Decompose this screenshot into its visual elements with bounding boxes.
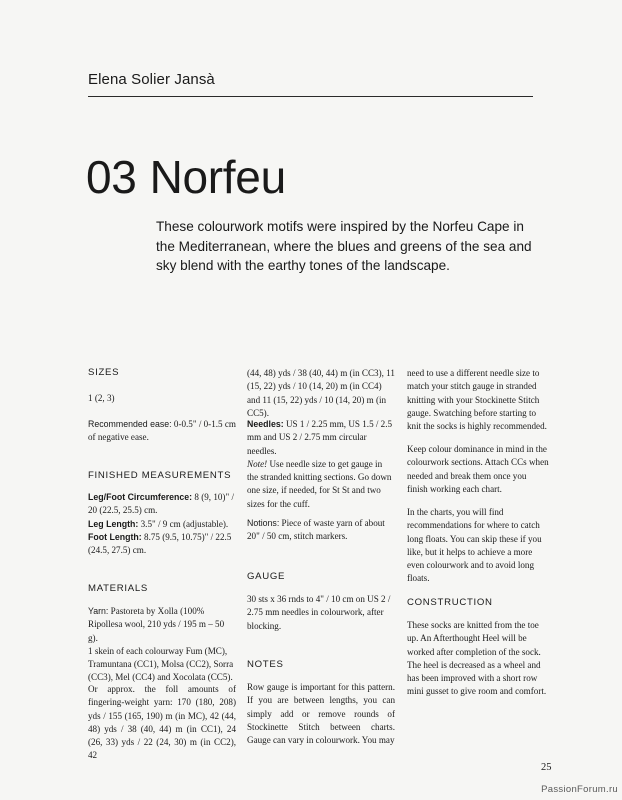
author-name: Elena Solier Jansà: [88, 71, 215, 88]
notes-para-1: Row gauge is important for this pattern. If you are between lengths, you can simply add or remove rounds of Stockinette Stitch between charts. Gauge can vary in colourwork. You may: [247, 682, 395, 745]
page-title: [86, 150, 286, 204]
needles-label: Needles:: [247, 419, 284, 429]
construction-text: These socks are knitted from the toe up. An Afterthought Heel will be worked after completion of the sock. The heel is decreased as a wheel and has been improved with a short row mini gusset to give room and comfort.: [407, 620, 547, 697]
gauge-text: 30 sts x 36 rnds to 4" / 10 cm on US 2 / 2.75 mm needles in colourwork, after blocking.: [247, 594, 391, 631]
needles-text: US 1 / 2.25 mm, US 1.5 / 2.5 mm and US 2 / 2.75 mm circular needles.: [247, 419, 393, 456]
notes-para-1-cont: need to use a different needle size to match your stitch gauge in stranded knitting with your Stockinette Stitch gauge. Swatching before starting to knit the socks is highly recommended.: [407, 368, 547, 431]
materials-heading: MATERIALS: [88, 583, 148, 594]
materials-block: [88, 605, 236, 685]
header-rule: [88, 96, 533, 97]
leg-length-label: Leg Length:: [88, 518, 139, 529]
gauge-heading: GAUGE: [247, 571, 286, 582]
finished-heading: FINISHED MEASUREMENTS: [88, 470, 232, 481]
skein-text: 1 skein of each colourway Fum (MC), Tramuntana (CC1), Molsa (CC2), Sorra (CC3), Mel (CC4) and Xocolata (CC5).: [88, 645, 234, 683]
needles-block: [247, 418, 395, 511]
notes-heading: NOTES: [247, 659, 284, 670]
leg-foot-circ-label: Leg/Foot Circumference:: [88, 492, 193, 502]
sizes-values: 1 (2, 3): [88, 393, 115, 403]
construction-heading: CONSTRUCTION: [407, 597, 493, 608]
page-number: 25: [541, 762, 552, 773]
notions-block: [247, 517, 395, 544]
yarn-label: Yarn:: [88, 606, 109, 616]
notions-label: Notions:: [247, 518, 280, 528]
foot-length-label: Foot Length:: [88, 531, 142, 542]
title-text: Norfeu: [149, 151, 286, 203]
title-number: 03: [86, 151, 137, 203]
sizes-heading: SIZES: [88, 367, 120, 378]
yarn-text: Pastoreta by Xolla (100% Ripollesa wool, 210 yds / 195 m – 50 g).: [88, 606, 225, 643]
note-text: Use needle size to get gauge in the stranded knitting sections. Go down one size, if needed, for St St and two sizes for the cuff.: [247, 458, 392, 509]
foot-length-text: 8.75 (9.5, 10.75)" / 22.5 (24.5, 27.5) cm.: [88, 531, 232, 555]
intro-paragraph: These colourwork motifs were inspired by the Norfeu Cape in the Mediterranean, where the blues and greens of the sea and sky blend with the earthy tones of the landscape.: [156, 219, 532, 274]
notes-para-2: Keep colour dominance in mind in the colourwork sections. Attach CCs when needed and break them once you finish working each chart.: [407, 444, 549, 494]
ease-label: Recommended ease:: [88, 419, 172, 429]
ease-block: [88, 418, 236, 445]
approx-text: Or approx. the foll amounts of fingering-weight yarn: 170 (180, 208) yds / 155 (165, 190) m (in MC), 42 (44, 48) yds / 38 (40, 44) m (in CC1), 24 (26, 33) yds / 22 (24, 30) m (in CC2), 42: [88, 684, 236, 761]
ease-text: 0-0.5" / 0-1.5 cm of negative ease.: [88, 419, 236, 443]
notions-text: Piece of waste yarn of about 20" / 50 cm, stitch markers.: [247, 518, 385, 542]
watermark: PassionForum.ru: [541, 784, 618, 795]
note-label: Note!: [247, 458, 268, 469]
notes-para-3: In the charts, you will find recommendations for where to catch long floats. You can skip these if you like, but it helps to achieve a more even colourwork and to avoid long floats.: [407, 507, 542, 584]
materials-cont: (44, 48) yds / 38 (40, 44) m (in CC3), 11 (15, 22) yds / 10 (14, 20) m (in CC4) and 11 (15, 22) yds / 10 (14, 20) m (in CC5).: [247, 368, 395, 418]
leg-foot-circ-text: 8 (9, 10)" / 20 (22.5, 25.5) cm.: [88, 492, 234, 516]
finished-block: [88, 491, 236, 557]
leg-length-text: 3.5" / 9 cm (adjustable).: [138, 518, 229, 529]
